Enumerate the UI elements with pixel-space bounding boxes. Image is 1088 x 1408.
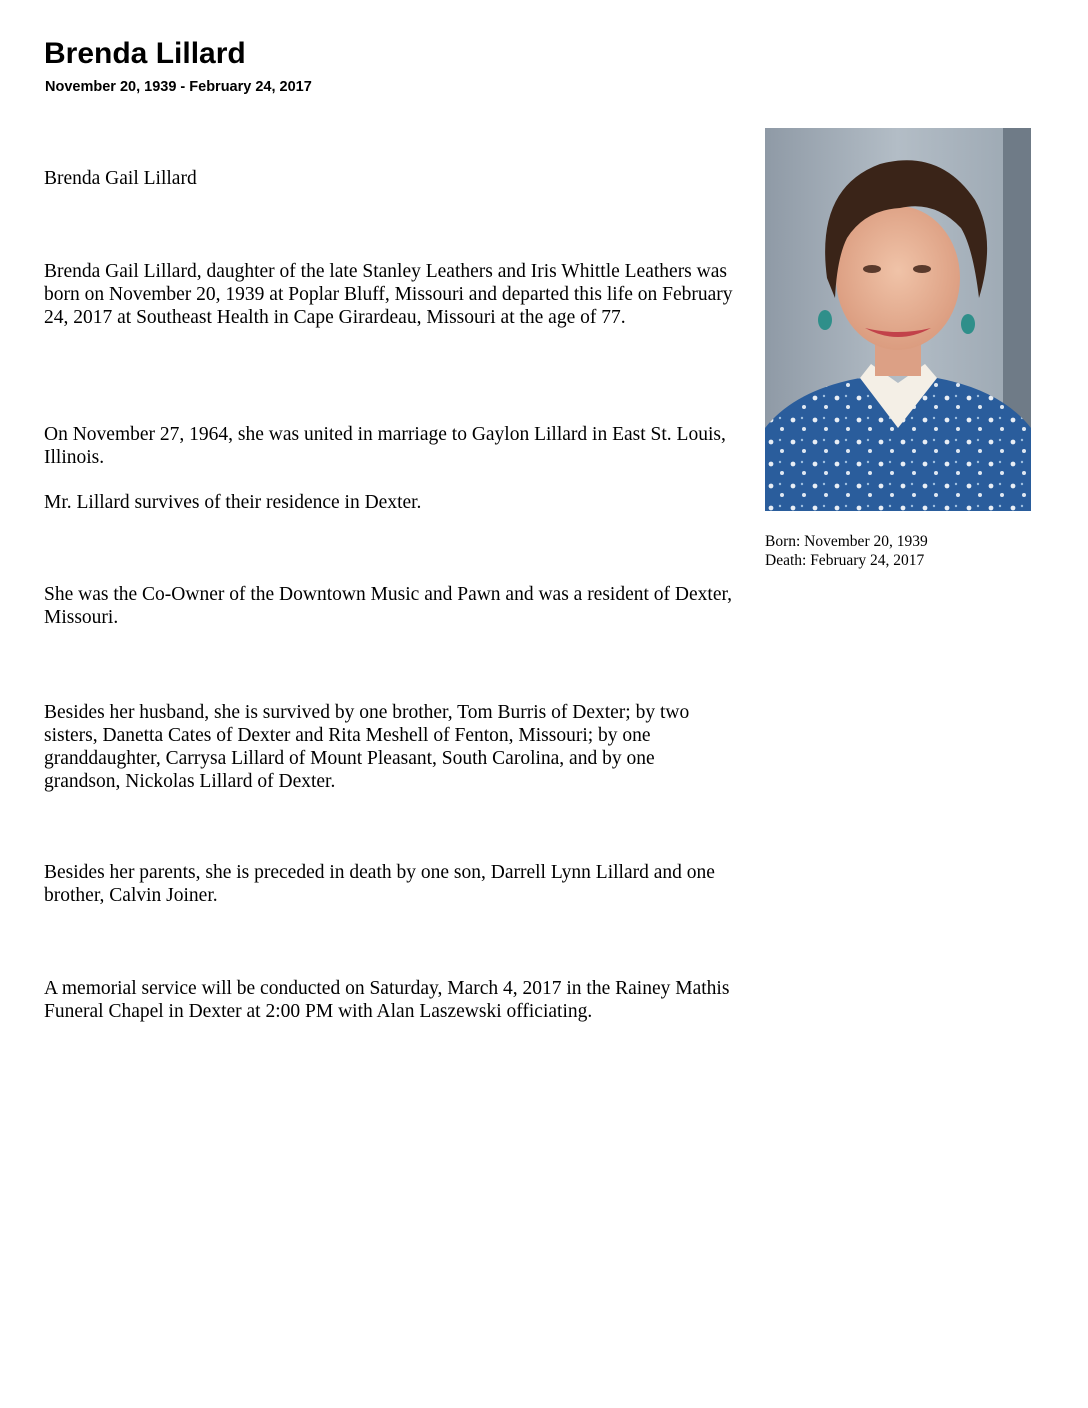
paragraph-memorial-service: A memorial service will be conducted on Saturday, March 4, 2017 in the Rainey Mathis Funeral Chapel in Dexter at 2:00 PM with Alan Laszewski officiating.	[44, 978, 730, 1022]
paragraph-occupation: She was the Co-Owner of the Downtown Music and Pawn and was a resident of Dexter, Missouri.	[44, 584, 733, 628]
paragraph-birth-death: Brenda Gail Lillard, daughter of the late Stanley Leathers and Iris Whittle Leathers was born on November 20, 1939 at Poplar Bluff, Missouri and departed this life on February 24, 2017 at Southeast Health in Cape Girardeau, Missouri at the age of 77.	[44, 261, 733, 328]
paragraph-preceded: Besides her parents, she is preceded in death by one son, Darrell Lynn Lillard and one brother, Calvin Joiner.	[44, 862, 715, 906]
photo-caption	[765, 532, 928, 570]
death-date: Death: February 24, 2017	[765, 552, 925, 569]
life-dates: November 20, 1939 - February 24, 2017	[45, 79, 312, 95]
paragraph-survivors: Besides her husband, she is survived by one brother, Tom Burris of Dexter; by two sisters, Danetta Cates of Dexter and Rita Meshell of Fenton, Missouri; by one granddaughter, Carrysa Lillard of Mount Pleasant, South Carolina, and by one grandson, Nickolas Lillard of Dexter.	[44, 702, 690, 792]
born-date: Born: November 20, 1939	[765, 533, 928, 550]
paragraph-full-name: Brenda Gail Lillard	[44, 168, 197, 189]
obituary-name: Brenda Lillard	[44, 37, 246, 70]
portrait-photo	[765, 128, 1031, 511]
paragraph-marriage: On November 27, 1964, she was united in marriage to Gaylon Lillard in East St. Louis, Illinois.	[44, 424, 726, 468]
paragraph-husband-survives: Mr. Lillard survives of their residence in Dexter.	[44, 492, 422, 513]
